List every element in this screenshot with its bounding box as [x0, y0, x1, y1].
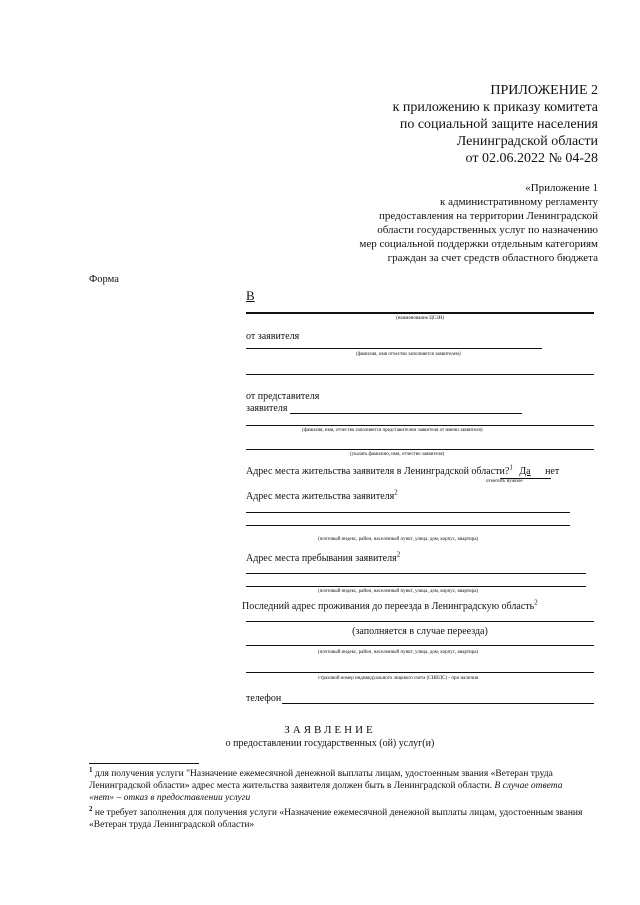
regulation-line: мер социальной поддержки отдельным категориям [359, 238, 598, 250]
hint-mark: отметить нужное [486, 479, 523, 484]
regulation-line: предоставления на территории Ленинградской [379, 210, 598, 222]
snils-line[interactable] [246, 672, 594, 673]
footnote-ref-1: 1 [509, 463, 513, 472]
rep-name-line[interactable] [290, 413, 522, 414]
regulation-line: «Приложение 1 [525, 182, 598, 194]
footnote-1-italic: В случае ответа «нет» – отказ в предоставлении услуги [89, 781, 563, 803]
regulation-block [268, 181, 598, 265]
from-rep-label-1: от представителя [246, 391, 320, 402]
stay-address-label [246, 550, 401, 565]
phone-line[interactable] [282, 703, 594, 704]
residence-address-label [246, 488, 398, 503]
answer-yes[interactable]: Да [519, 466, 531, 477]
rep-name-line-2[interactable] [246, 425, 594, 426]
hint-specify-name: (указать фамилию, имя, отчество заявителя) [350, 452, 445, 457]
footnote-1-mark: 1 [89, 765, 93, 774]
appendix-line: от 02.06.2022 № 04-28 [465, 151, 598, 166]
regulation-line: граждан за счет средств областного бюджета [387, 252, 598, 264]
phone-label: телефон [246, 693, 282, 704]
hint-snils: страховой номер индивидуального лицевого счета (СНИЛС) - при наличии [318, 676, 479, 681]
regulation-line: к административному регламенту [440, 196, 598, 208]
appendix-line: по социальной защите населения [399, 117, 598, 132]
appendix-line: Ленинградской области [456, 134, 598, 149]
stay-address-text: Адрес места пребывания заявителя [246, 553, 397, 564]
rep-name-line-3[interactable] [246, 449, 594, 450]
appendix-line: к приложению к приказу комитета [392, 100, 598, 115]
to-prefix: В [246, 288, 255, 303]
czn-line[interactable] [246, 312, 594, 314]
footnote-1-text: для получения услуги "Назначение ежемесячной денежной выплаты лицам, удостоенным звания «Ветеран труда Ленинградской области» адрес места жительства заявителя должен быть в Ленинградской области. [89, 769, 553, 791]
residence-address-line-2[interactable] [246, 525, 570, 526]
footnote-2-mark: 2 [89, 804, 93, 813]
answer-no[interactable]: нет [545, 466, 560, 477]
footnote-ref-2: 2 [394, 488, 398, 497]
footnote-2-text: не требует заполнения для получения услуги «Назначение ежемесячной денежной выплаты лицам, удостоенным звания «Ветеран труда Ленинградской области» [89, 808, 583, 830]
residence-address-line-1[interactable] [246, 512, 570, 513]
stay-address-line-2[interactable] [246, 586, 586, 587]
appendix-header [278, 82, 598, 167]
footnote-separator [89, 763, 199, 764]
last-address-text: Последний адрес проживания до переезда в Ленинградскую область [242, 601, 535, 612]
hint-postal-2: (почтовый индекс, район, населенный пункт, улица, дом, корпус, квартира) [318, 589, 479, 594]
statement-title: ЗАЯВЛЕНИЕ [284, 724, 376, 736]
hint-rep-name: (фамилия, имя, отчество заполняется представителем заявителя от имени заявителя) [302, 428, 483, 433]
residence-question [246, 463, 560, 478]
hint-czn: (наименование ЦСЗН) [396, 316, 444, 321]
hint-applicant-name: (фамилия, имя отчество заполняется заявителем) [356, 352, 461, 357]
residence-address-text: Адрес места жительства заявителя [246, 491, 395, 502]
regulation-line: области государственных услуг по назначению [377, 224, 598, 236]
applicant-name-line-2[interactable] [246, 374, 594, 375]
footnote-ref-2: 2 [396, 550, 401, 559]
form-label: Форма [89, 274, 119, 285]
footnote-ref-2: 2 [534, 598, 538, 607]
applicant-name-line[interactable] [246, 348, 542, 349]
footnote-1 [89, 765, 589, 804]
hint-if-moved: (заполняется в случае переезда) [352, 626, 488, 637]
appendix-title: ПРИЛОЖЕНИЕ 2 [490, 83, 598, 98]
hint-postal-1: (почтовый индекс, район, населенный пункт, улица, дом, корпус, квартира) [318, 537, 479, 542]
last-address-line-2[interactable] [246, 645, 594, 646]
statement-subtitle: о предоставлении государственных (ой) услуг(и) [225, 738, 435, 749]
stay-address-line-1[interactable] [246, 573, 586, 574]
last-address-label [242, 598, 538, 613]
footnote-2 [89, 804, 589, 831]
from-rep-label-2: заявителя [246, 403, 288, 414]
hint-postal-3: (почтовый индекс, район, населенный пункт, улица, дом, корпус, квартира) [318, 650, 479, 655]
residence-question-text: Адрес места жительства заявителя в Ленинградской области? [246, 466, 510, 477]
last-address-line-1[interactable] [246, 621, 594, 622]
from-applicant-label: от заявителя [246, 331, 300, 342]
